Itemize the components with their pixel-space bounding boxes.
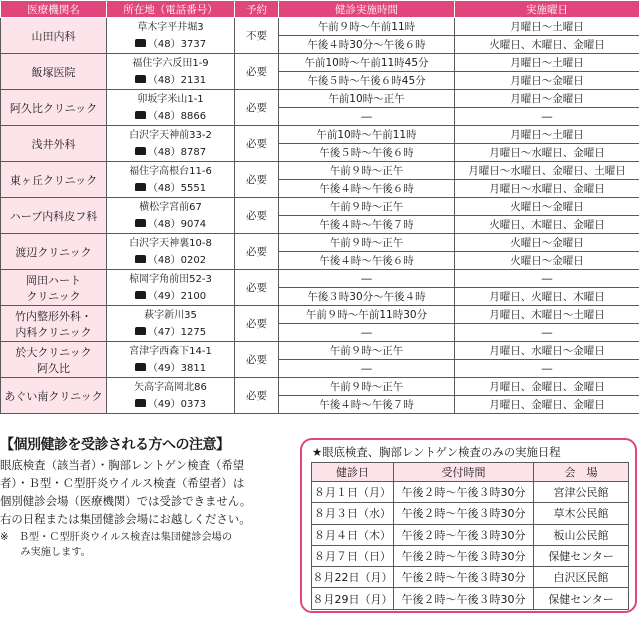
exam-days: 月曜日、金曜日、金曜日 <box>455 396 639 414</box>
clinic-phone <box>109 396 232 413</box>
clinic-phone <box>109 180 232 197</box>
exam-time: 午後４時～午後６時 <box>279 252 455 270</box>
clinic-name-line: 竹内整形外科・ <box>15 309 92 323</box>
clinic-name <box>1 270 107 306</box>
phone-icon <box>135 291 146 299</box>
clinic-phone-number: （48）3737 <box>147 38 207 50</box>
phone-icon <box>135 111 146 119</box>
clinic-name-line: 渡辺クリニック <box>15 245 92 259</box>
exam-days: 月曜日～金曜日 <box>455 90 639 108</box>
clinic-name <box>1 198 107 234</box>
clinic-name-line: あぐい南クリニック <box>4 389 103 403</box>
clinic-name <box>1 126 107 162</box>
clinic-address-cell <box>107 306 235 342</box>
clinic-row <box>1 54 639 72</box>
clinic-name <box>1 378 107 414</box>
clinic-row <box>1 378 639 396</box>
reservation-required: 必要 <box>235 90 279 126</box>
clinic-name <box>1 162 107 198</box>
clinic-phone <box>109 252 232 269</box>
exam-days: 月曜日、火曜日、木曜日 <box>455 288 639 306</box>
reservation-required: 必要 <box>235 270 279 306</box>
clinic-row <box>1 162 639 180</box>
header-address: 所在地（電話番号） <box>107 1 235 18</box>
schedule-venue: 保健センター <box>534 545 629 566</box>
clinic-row <box>1 234 639 252</box>
schedule-row <box>312 524 629 545</box>
clinic-row <box>1 126 639 144</box>
clinic-name <box>1 306 107 342</box>
schedule-time: 午後２時～午後３時30分 <box>394 482 534 503</box>
clinic-phone-number: （48）5551 <box>147 182 207 194</box>
phone-icon <box>135 327 146 335</box>
notice-title: 【個別健診を受診される方への注意】 <box>0 437 230 453</box>
clinic-address: 卯坂字米山1-1 <box>137 93 204 105</box>
phone-icon <box>135 399 146 407</box>
exam-time: 午後４時30分～午後６時 <box>279 36 455 54</box>
clinic-address-cell <box>107 342 235 378</box>
exam-time: 午前９時～午前11時 <box>279 18 455 36</box>
clinic-address-cell <box>107 90 235 126</box>
schedule-row <box>312 588 629 609</box>
phone-icon <box>135 183 146 191</box>
clinic-address: 萩字新川35 <box>144 309 197 321</box>
footnote-line: ※ Ｂ型・Ｃ型肝炎ウイルス検査は集団健診会場の <box>0 532 233 543</box>
exam-days: 月曜日～金曜日 <box>455 72 639 90</box>
clinic-address-cell <box>107 198 235 234</box>
clinic-address: 横松字宮前67 <box>139 201 202 213</box>
schedule-title: ★眼底検査、胸部レントゲン検査のみの実施日程 <box>312 445 561 459</box>
schedule-date: ８月１日（月） <box>312 482 394 503</box>
header-reservation: 予約 <box>235 1 279 18</box>
reservation-required: 必要 <box>235 54 279 90</box>
notice-line: 個別健診会場（医療機関）では受診できません。 <box>0 494 252 508</box>
reservation-required: 必要 <box>235 306 279 342</box>
exam-time: 午後４時～午後６時 <box>279 180 455 198</box>
clinic-address-cell <box>107 162 235 198</box>
exam-time: 午前９時～正午 <box>279 162 455 180</box>
notice-footnote <box>0 530 296 560</box>
clinic-name-line: 山田内科 <box>31 29 76 43</box>
schedule-table-body <box>312 482 629 610</box>
header-exam-days: 実施曜日 <box>455 1 639 18</box>
clinic-phone-number: （48）9074 <box>147 218 207 230</box>
clinic-row <box>1 18 639 36</box>
exam-days: 月曜日～土曜日 <box>455 54 639 72</box>
exam-days: 月曜日～土曜日 <box>455 18 639 36</box>
clinic-phone <box>109 288 232 305</box>
clinic-row <box>1 342 639 360</box>
exam-days: 月曜日、木曜日～土曜日 <box>455 306 639 324</box>
clinic-name <box>1 18 107 54</box>
exam-time: 午前９時～正午 <box>279 378 455 396</box>
notice-line: 右の日程または集団健診会場にお越しください。 <box>0 512 251 526</box>
clinic-name-line: ハーブ内科皮フ科 <box>9 209 98 223</box>
schedule-time: 午後２時～午後３時30分 <box>394 503 534 524</box>
exam-time: ― <box>279 108 455 126</box>
clinic-phone-number: （48）0202 <box>147 254 207 266</box>
clinic-address-cell <box>107 126 235 162</box>
clinic-phone <box>109 72 232 89</box>
clinic-address: 白沢字天神裏10-8 <box>129 237 212 249</box>
exam-time: 午後３時30分～午後４時 <box>279 288 455 306</box>
header-exam-time: 健診実施時間 <box>279 1 455 18</box>
clinic-name <box>1 342 107 378</box>
schedule-time: 午後２時～午後３時30分 <box>394 588 534 609</box>
clinic-address: 宮津字西森下14-1 <box>129 345 212 357</box>
clinic-name-line: 浅井外科 <box>31 137 76 151</box>
schedule-time: 午後２時～午後３時30分 <box>394 524 534 545</box>
clinic-phone <box>109 36 232 53</box>
clinic-row <box>1 90 639 108</box>
exam-days: ― <box>455 324 639 342</box>
header-clinic-name: 医療機関名 <box>1 1 107 18</box>
exam-time: ― <box>279 270 455 288</box>
clinic-address: 白沢字天神前33-2 <box>129 129 212 141</box>
schedule-date: ８月29日（月） <box>312 588 394 609</box>
schedule-row <box>312 503 629 524</box>
clinic-name-line: 内科クリニック <box>15 325 92 339</box>
clinic-address-cell <box>107 270 235 306</box>
reservation-required: 必要 <box>235 162 279 198</box>
phone-icon <box>135 219 146 227</box>
clinic-address-cell <box>107 54 235 90</box>
clinic-name-line: 東ヶ丘クリニック <box>9 173 98 187</box>
schedule-venue: 板山公民館 <box>534 524 629 545</box>
schedule-row <box>312 567 629 588</box>
clinic-phone <box>109 324 232 341</box>
exam-days: 月曜日～土曜日 <box>455 126 639 144</box>
schedule-venue: 宮津公民館 <box>534 482 629 503</box>
clinic-name-line: クリニック <box>26 289 81 303</box>
exam-time: 午前９時～正午 <box>279 198 455 216</box>
schedule-date: ８月22日（月） <box>312 567 394 588</box>
clinic-address: 椋岡字角前田52-3 <box>129 273 212 285</box>
reservation-required: 必要 <box>235 234 279 270</box>
exam-days: ― <box>455 360 639 378</box>
exam-days: 月曜日～水曜日、金曜日 <box>455 180 639 198</box>
clinic-address: 福住字高根台11-6 <box>129 165 212 177</box>
reservation-required: 必要 <box>235 378 279 414</box>
clinic-name-line: 阿久比クリニック <box>9 101 98 115</box>
notice-line: 眼底検査（該当者）・胸部レントゲン検査（希望 <box>0 458 245 472</box>
footnote-line: み実施します。 <box>0 547 91 558</box>
notice-section <box>0 434 296 560</box>
clinic-table-header <box>1 1 639 18</box>
schedule-time: 午後２時～午後３時30分 <box>394 545 534 566</box>
clinic-address: 草木字平井堀3 <box>137 21 204 33</box>
schedule-venue: 保健センター <box>534 588 629 609</box>
clinic-name <box>1 54 107 90</box>
schedule-row <box>312 545 629 566</box>
schedule-date: ８月３日（水） <box>312 503 394 524</box>
schedule-header-time: 受付時間 <box>394 463 534 482</box>
clinic-phone <box>109 360 232 377</box>
clinic-phone-number: （48）8787 <box>147 146 207 158</box>
notice-line: 者）・Ｂ型・Ｃ型肝炎ウイルス検査（希望者）は <box>0 476 245 490</box>
clinic-phone-number: （48）8866 <box>147 110 207 122</box>
schedule-date: ８月７日（日） <box>312 545 394 566</box>
exam-time: 午前９時～午前11時30分 <box>279 306 455 324</box>
phone-icon <box>135 75 146 83</box>
exam-days: 月曜日、金曜日、金曜日 <box>455 378 639 396</box>
clinic-address-cell <box>107 18 235 54</box>
clinic-address: 福住字六反田1-9 <box>132 57 209 69</box>
schedule-header <box>312 463 629 482</box>
clinic-row <box>1 198 639 216</box>
phone-icon <box>135 363 146 371</box>
clinic-table-body <box>1 18 639 414</box>
exam-days: 火曜日、木曜日、金曜日 <box>455 36 639 54</box>
clinic-row <box>1 270 639 288</box>
clinic-row <box>1 306 639 324</box>
schedule-venue: 草木公民館 <box>534 503 629 524</box>
exam-time: 午後５時～午後６時 <box>279 144 455 162</box>
clinic-name <box>1 234 107 270</box>
exam-days: 火曜日～金曜日 <box>455 252 639 270</box>
clinic-name-line: 岡田ハート <box>26 273 81 287</box>
exam-time: 午前９時～正午 <box>279 234 455 252</box>
clinic-name-line: 於大クリニック <box>15 345 92 359</box>
clinic-phone-number: （47）1275 <box>147 326 207 338</box>
schedule-venue: 白沢区民館 <box>534 567 629 588</box>
phone-icon <box>135 255 146 263</box>
exam-days: 火曜日～金曜日 <box>455 198 639 216</box>
clinic-name <box>1 90 107 126</box>
clinic-phone-number: （49）3811 <box>147 362 207 374</box>
phone-icon <box>135 147 146 155</box>
schedule-date: ８月４日（木） <box>312 524 394 545</box>
clinic-phone-number: （49）2100 <box>147 290 207 302</box>
clinic-address: 矢高字高岡北86 <box>134 381 207 393</box>
clinic-phone <box>109 108 232 125</box>
notice-body <box>0 456 296 528</box>
reservation-required: 必要 <box>235 342 279 378</box>
exam-time: 午前10時～午前11時45分 <box>279 54 455 72</box>
schedule-header-venue: 会 場 <box>534 463 629 482</box>
schedule-table <box>311 462 629 610</box>
reservation-required: 必要 <box>235 198 279 234</box>
exam-time: 午後５時～午後６時45分 <box>279 72 455 90</box>
exam-days: 月曜日、水曜日～金曜日 <box>455 342 639 360</box>
exam-days: 火曜日、木曜日、金曜日 <box>455 216 639 234</box>
schedule-header-date: 健診日 <box>312 463 394 482</box>
exam-days: 火曜日～金曜日 <box>455 234 639 252</box>
exam-days: ― <box>455 108 639 126</box>
schedule-box <box>300 438 637 613</box>
exam-days: 月曜日～水曜日、金曜日、土曜日 <box>455 162 639 180</box>
schedule-row <box>312 482 629 503</box>
exam-time: 午後４時～午後７時 <box>279 216 455 234</box>
exam-days: 月曜日～水曜日、金曜日 <box>455 144 639 162</box>
exam-time: 午後４時～午後７時 <box>279 396 455 414</box>
exam-time: 午前９時～正午 <box>279 342 455 360</box>
exam-days: ― <box>455 270 639 288</box>
clinic-name-line: 阿久比 <box>37 361 70 375</box>
clinic-name-line: 飯塚医院 <box>31 65 76 79</box>
clinic-address-cell <box>107 378 235 414</box>
clinic-phone-number: （48）2131 <box>147 74 207 86</box>
reservation-required: 不要 <box>235 18 279 54</box>
exam-time: 午前10時～正午 <box>279 90 455 108</box>
schedule-time: 午後２時～午後３時30分 <box>394 567 534 588</box>
reservation-required: 必要 <box>235 126 279 162</box>
exam-time: 午前10時～午前11時 <box>279 126 455 144</box>
exam-time: ― <box>279 324 455 342</box>
clinic-phone <box>109 144 232 161</box>
clinic-address-cell <box>107 234 235 270</box>
clinic-phone <box>109 216 232 233</box>
exam-time: ― <box>279 360 455 378</box>
phone-icon <box>135 39 146 47</box>
clinic-phone-number: （49）0373 <box>147 398 207 410</box>
